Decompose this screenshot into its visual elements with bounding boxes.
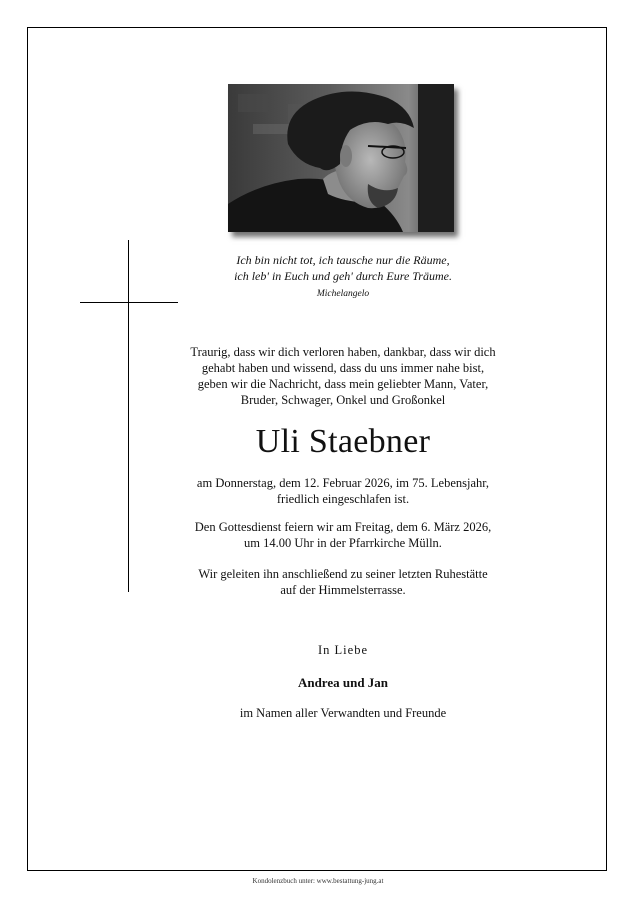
- intro-line: Bruder, Schwager, Onkel und Großonkel: [240, 393, 446, 407]
- family-note: im Namen aller Verwandten und Freunde: [239, 706, 447, 720]
- portrait-photo: [228, 84, 454, 232]
- intro-line: Traurig, dass wir dich verloren haben, dankbar, dass wir dich: [190, 345, 496, 359]
- service-line: Den Gottesdienst feiern wir am Freitag, dem 6. März 2026,: [194, 520, 492, 534]
- mourners-names: Andrea und Jan: [297, 675, 389, 690]
- service-info: [100, 519, 586, 551]
- intro-line: geben wir die Nachricht, dass mein geliebter Mann, Vater,: [197, 377, 489, 391]
- quote-line: ich leb' in Euch und geh' durch Eure Träume.: [234, 269, 452, 283]
- death-notice: [100, 475, 586, 507]
- portrait-image: [228, 84, 454, 232]
- death-line: friedlich eingeschlafen ist.: [276, 492, 410, 506]
- intro-text: [100, 344, 586, 408]
- death-line: am Donnerstag, dem 12. Februar 2026, im 75. Lebensjahr,: [196, 476, 490, 490]
- closing-love: In Liebe: [318, 643, 368, 657]
- quote-author: Michelangelo: [316, 289, 370, 299]
- memorial-quote: [100, 252, 586, 284]
- service-line: um 14.00 Uhr in der Pfarrkirche Mülln.: [244, 536, 442, 550]
- quote-line: Ich bin nicht tot, ich tausche nur die Räume,: [236, 253, 450, 267]
- condolence-footer: Kondolenzbuch unter: www.bestattung-jung.at: [252, 877, 384, 885]
- burial-line: auf der Himmelsterrasse.: [280, 583, 406, 597]
- deceased-name: Uli Staebner: [255, 423, 431, 460]
- cross-icon-horizontal: [80, 302, 178, 303]
- intro-line: gehabt haben und wissend, dass du uns immer nahe bist,: [201, 361, 485, 375]
- burial-line: Wir geleiten ihn anschließend zu seiner letzten Ruhestätte: [198, 567, 488, 581]
- burial-info: [100, 566, 586, 598]
